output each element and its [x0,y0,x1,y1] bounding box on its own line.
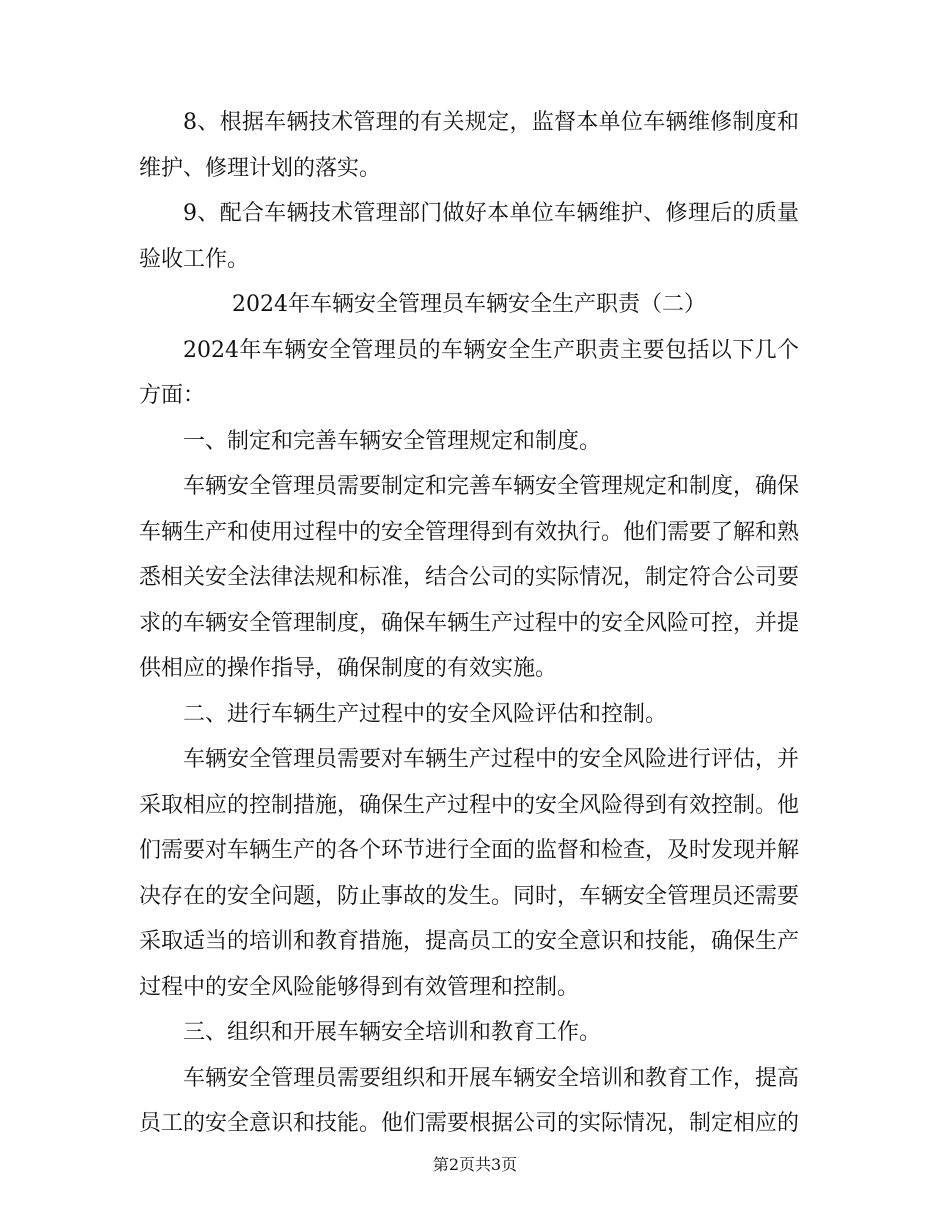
paragraph-three-body: 车辆安全管理员需要组织和开展车辆安全培训和教育工作，提高员工的安全意识和技能。他们需要根据公司的实际情况，制定相应的 [139,1065,800,1136]
paragraph-item-9: 9、配合车辆技术管理部门做好本单位车辆维护、修理后的质量验收工作。 [139,201,799,272]
heading-two: 二、进行车辆生产过程中的安全风险评估和控制。 [183,701,668,727]
paragraph-two-body: 车辆安全管理员需要对车辆生产过程中的安全风险进行评估，并采取相应的控制措施，确保生产过程中的安全风险得到有效控制。他们需要对车辆生产的各个环节进行全面的监督和检查，及时发现并解决存在的安全问题，防止事故的发生。同时，车辆安全管理员还需要采取适当的培训和教育措施，提高员工的安全意识和技能，确保生产过程中的安全风险能够得到有效管理和控制。 [139,747,800,1000]
document-body [139,100,799,1147]
section-title: 2024年车辆安全管理员车辆安全生产职责（二） [232,292,706,317]
page-number: 第2页共3页 [432,1155,518,1174]
intro-paragraph: 2024年车辆安全管理员的车辆安全生产职责主要包括以下几个方面： [139,337,799,408]
heading-one: 一、制定和完善车辆安全管理规定和制度。 [183,428,602,454]
heading-three: 三、组织和开展车辆安全培训和教育工作。 [183,1020,602,1045]
paragraph-one-body: 车辆安全管理员需要制定和完善车辆安全管理规定和制度，确保车辆生产和使用过程中的安全管理得到有效执行。他们需要了解和熟悉相关安全法律法规和标准，结合公司的实际情况，制定符合公司要求的车辆安全管理制度，确保车辆生产过程中的安全风险可控，并提供相应的操作指导，确保制度的有效实施。 [139,474,800,681]
paragraph-item-8: 8、根据车辆技术管理的有关规定，监督本单位车辆维修制度和维护、修理计划的落实。 [139,110,799,181]
